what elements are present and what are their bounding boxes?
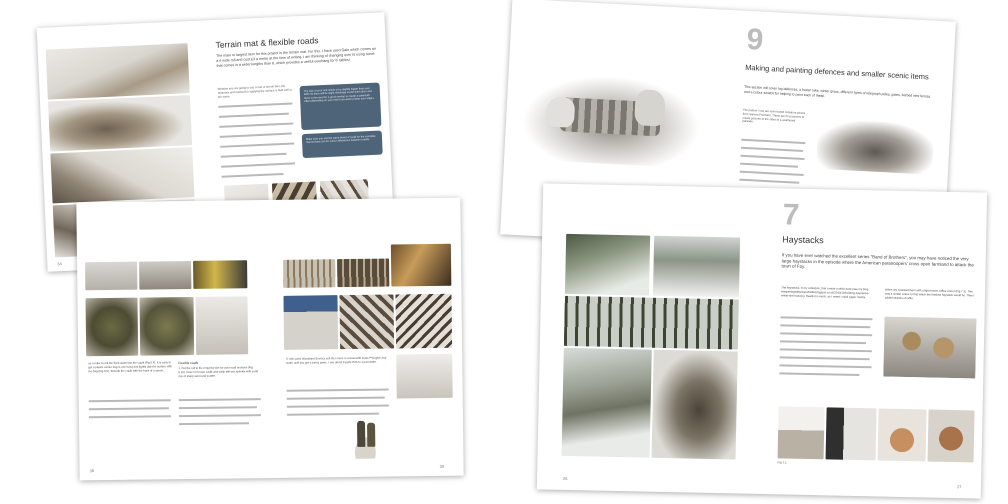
photo-winter-trees: [653, 236, 740, 298]
photo-brushes: [391, 244, 452, 287]
photo-snowy-field: [565, 234, 650, 296]
figure-soldier: [357, 421, 365, 447]
photo-materials: [85, 262, 137, 291]
photo-finished-road: [396, 354, 453, 399]
body-text: The pattern I use are resin based miniature pieces from Sarissa Precision. These are for purposes to create pictures of the sides of a weathered palisade.: [742, 107, 806, 124]
page-title: Haystacks: [782, 234, 824, 246]
body-text: The haystacks, in my collection, that I made a while back (see my blog wargamingwithsilverwhistle.blogspot.co.uk/2014/10/building-haystacks-whilst-one-relaxes). Really too much, as I noted I used paper mache.: [780, 285, 870, 299]
photo-haystack-finished: [878, 408, 927, 461]
page-title: Making and painting defences and smaller scenic items: [744, 62, 930, 82]
body-text: When dry I painted them with a light brown coffee colour (Fig 7.3). This was a similar colour to that which the finished haystack would be. Then I added strands of raffia.: [884, 287, 975, 300]
spread-flexible-roads: [76, 198, 463, 481]
intro-text: This section will cover log defences, a frozen lake, winter grass, different types of telegraph poles, gates, barbed wire fences and a colour swatch for helping to paint each of these.: [743, 84, 931, 99]
photo-village-snow: [562, 348, 652, 458]
photo-flock-tile: [139, 297, 194, 356]
photo-haystack-finished: [928, 410, 975, 463]
body-text: 5. Mix some Woodland Scenics soil then more in a bowl with some PVA glue and water until you get a runny paste. I use about 3 parts PVA to 1 part water.: [286, 355, 387, 365]
figure-soldier: [367, 423, 375, 447]
photo-road-paint: [339, 294, 394, 349]
page-number: 39: [439, 463, 445, 469]
photo-materials: [139, 261, 191, 290]
rock: [634, 89, 666, 127]
photo-haystack-models: [883, 317, 976, 379]
page-number: 34: [57, 261, 62, 267]
page-number: 27: [956, 484, 962, 490]
photo-frozen-trees: [564, 296, 739, 350]
photo-pots: [826, 407, 877, 460]
body-text: as a roller to roll the flock down into the caulk (Fig 5.4). It is easy to get a plastic carrier bag in one hand and lightly dab the surface with the bag (Fig 5.5). Smooth the caulk with the back of a spoon...: [88, 360, 173, 373]
photo-road-network: [48, 95, 192, 151]
photo-road-strips: [337, 259, 389, 288]
photo-flock-tile: [85, 298, 138, 357]
photo-road-strips: [283, 259, 335, 288]
rock: [546, 97, 576, 128]
page-number: 38: [89, 468, 95, 474]
intro-text: If you have ever watched the excellent series "Band of Brothers", you may have noticed the very large haystacks in the episode where the American paratroopers' cross open farmland to attack the town of Foy.: [781, 252, 974, 270]
photo-snow-field: [50, 147, 194, 203]
figure-caption: Fig 7.1: [777, 460, 787, 465]
photo-snow-vehicles: [46, 43, 190, 99]
photo-road-paint: [395, 294, 452, 349]
tip-text: Make sure you use the same brand of caulk for the complete mat as there can be colour differences between brands.: [305, 134, 376, 145]
photo-glue: [195, 296, 248, 355]
page-number: 26: [563, 475, 568, 481]
chapter-number: 9: [745, 22, 765, 57]
tip-text: The size of your mat needs to be slightly bigger than your table as there will be slight shrinkage as the paint dries and there is the need for a good overlap to create a tablecloth effect depending on your mat if you want to keep your edges.: [303, 86, 375, 104]
body-text: 1. Cut the roll to the required size for your road sections (Fig 5.16). Cover in brown caulk and while still wet sprinkle with sand mix of sharp sand and scatter.: [178, 365, 259, 378]
body-text: Whether you are going to use a mat or terrain tiles, the materials and method for applying the surface is built well to the same.: [217, 83, 292, 99]
section-heading: Flexible roads: [178, 360, 199, 366]
chapter-number: 7: [782, 198, 800, 232]
intro-text: The main or largest item for this project is the terrain mat. For this, I have used Gale which comes on a 6 wide roll and cost £3 a metre at the time of writing. I am thinking of changing over to using some that comes in a wider lengths than 6, which provides a useful overhang for 6' tables!: [216, 46, 377, 68]
photo-soldiers-snow: [652, 350, 738, 460]
page-title: Terrain mat & flexible roads: [215, 35, 319, 50]
photo-paint-pots: [193, 260, 247, 289]
photo-pots: [778, 406, 825, 459]
spread-haystacks: [537, 183, 987, 498]
photo-palisade: [816, 119, 934, 175]
photo-road-paint: [283, 295, 338, 350]
